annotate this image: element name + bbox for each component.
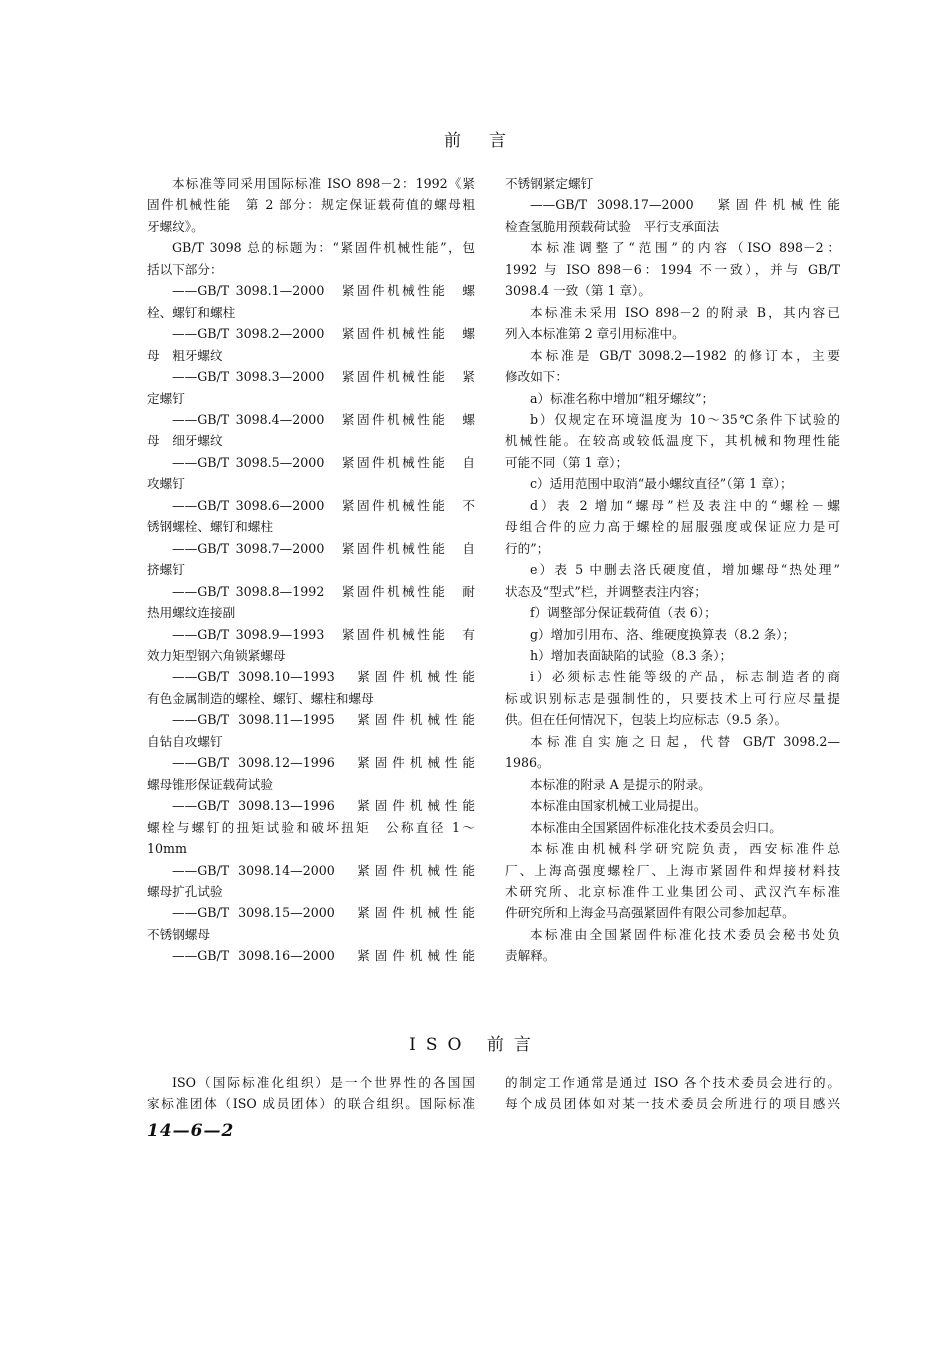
paragraph <box>505 194 840 237</box>
text-line: 母 粗牙螺纹 <box>147 347 223 363</box>
text-line: ——GB/T 3098.17—2000 紧固件机械性能 <box>530 197 840 213</box>
text-line: ——GB/T 3098.9—1993 紧固件机械性能 有 <box>172 626 475 642</box>
paragraph <box>505 838 840 924</box>
text-line: ——GB/T 3098.14—2000 紧固件机械性能 <box>172 862 475 878</box>
paragraph <box>147 860 475 903</box>
text-line: b）仅规定在环境温度为 10～35℃条件下试验的 <box>530 411 840 427</box>
paragraph <box>147 709 475 752</box>
text-line: 栓、螺钉和螺柱 <box>147 304 236 320</box>
text-line: 本标准自实施之日起，代替 GB/T 3098.2— <box>530 733 840 749</box>
text-line: 螺母锥形保证载荷试验 <box>147 776 273 792</box>
continued-line <box>505 173 840 194</box>
paragraph <box>505 495 840 559</box>
text-line: 热用螺纹连接副 <box>147 605 236 621</box>
paragraph <box>505 645 840 666</box>
iso-preface-left <box>147 1072 475 1115</box>
paragraph <box>505 409 840 473</box>
text-line: 3098.4 一致（第 1 章）。 <box>505 283 651 299</box>
paragraph <box>147 173 475 237</box>
paragraph <box>505 237 840 301</box>
text-line: 本标准由全国紧固件标准化技术委员会秘书处负 <box>530 926 840 942</box>
text-line: ——GB/T 3098.1—2000 紧固件机械性能 螺 <box>172 283 475 299</box>
text-line: g）增加引用布、洛、维硬度换算表（8.2 条）； <box>530 626 796 642</box>
paragraph <box>147 752 475 795</box>
text-line: 本标准由机械科学研究院负责，西安标准件总 <box>530 841 840 857</box>
text-line: ——GB/T 3098.4—2000 紧固件机械性能 螺 <box>172 411 475 427</box>
paragraph <box>147 409 475 452</box>
text-line: ——GB/T 3098.11—1995 紧固件机械性能 <box>172 712 475 728</box>
paragraph <box>505 924 840 967</box>
text-line: 效力矩型钢六角锁紧螺母 <box>147 647 286 663</box>
text-line: 固件机械性能 第 2 部分：规定保证载荷值的螺母粗 <box>147 197 475 213</box>
paragraph <box>147 237 475 280</box>
text-line: 可能不同（第 1 章）； <box>505 454 629 470</box>
text-line: a）标准名称中增加“粗牙螺纹”； <box>530 390 715 406</box>
preface-title: 前言 <box>444 131 534 151</box>
text-line: 列入本标准第 2 章引用标准中。 <box>505 326 685 342</box>
text-line: 括以下部分： <box>147 261 223 277</box>
text-line: ISO（国际标准化组织）是一个世界性的各国国 <box>172 1075 475 1090</box>
text-line: 攻螺钉 <box>147 476 185 492</box>
text-line: 自钻自攻螺钉 <box>147 733 223 749</box>
paragraph <box>147 538 475 581</box>
preface-left-column <box>147 173 475 967</box>
paragraph <box>505 624 840 645</box>
page-number: 14—6—2 <box>147 1121 235 1141</box>
text-line: 本标准等同采用国际标准 ISO 898－2：1992《紧 <box>172 176 475 191</box>
text-line: 检查氢脆用预载荷试验 平行支承面法 <box>505 218 720 234</box>
text-line: 家标准团体（ISO 成员团体）的联合组织。国际标准 <box>147 1096 475 1112</box>
paragraph <box>505 817 840 838</box>
text-line: 本标准由全国紧固件标准化技术委员会归口。 <box>530 819 782 835</box>
text-line: 牙螺纹》。 <box>147 218 204 234</box>
text-line: d）表 2 增加“螺母”栏及表注中的“螺栓－螺 <box>530 497 840 513</box>
preface-right-column <box>505 173 840 967</box>
text-line: ——GB/T 3098.8—1992 紧固件机械性能 耐 <box>172 583 475 599</box>
text-line: GB/T 3098 总的标题为：“紧固件机械性能”，包 <box>172 240 475 256</box>
text-line: 机械性能。在较高或较低温度下，其机械和物理性能 <box>505 433 840 449</box>
text-line: 本标准调整了“范围”的内容（ISO 898－2： <box>530 240 840 256</box>
text-line: 螺母扩孔试验 <box>147 883 223 899</box>
text-line: ——GB/T 3098.16—2000 紧固件机械性能 <box>172 948 475 964</box>
text-line: 标或识别标志是强制性的，只要技术上可行应尽量提 <box>505 690 840 706</box>
text-line: e）表 5 中删去洛氏硬度值，增加螺母“热处理” <box>530 562 840 578</box>
paragraph <box>505 302 840 345</box>
paragraph <box>147 452 475 495</box>
paragraph <box>147 795 475 859</box>
text-line: ——GB/T 3098.5—2000 紧固件机械性能 自 <box>172 454 475 470</box>
text-line: 行的”； <box>505 540 550 556</box>
paragraph <box>147 902 475 945</box>
text-line: 定螺钉 <box>147 390 185 406</box>
text-line: h）增加表面缺陷的试验（8.3 条）； <box>530 647 733 663</box>
text-line: ——GB/T 3098.2—2000 紧固件机械性能 螺 <box>172 326 475 342</box>
text-line: f）调整部分保证载荷值（表 6）； <box>530 605 717 621</box>
text-line: 件研究所和上海金马高强紧固件有限公司参加起草。 <box>505 905 795 921</box>
paragraph <box>147 366 475 409</box>
text-line: i）必须标志性能等级的产品，标志制造者的商 <box>530 669 840 685</box>
text-line: 本标准是 GB/T 3098.2—1982 的修订本，主要 <box>530 347 840 363</box>
paragraph <box>505 666 840 730</box>
text-line: 状态及“型式”栏，并调整表注内容； <box>505 583 707 599</box>
text-line: 不锈钢螺母 <box>147 926 210 942</box>
text-line: 本标准由国家机械工业局提出。 <box>530 798 707 814</box>
text-line: 母组合件的应力高于螺栓的屈服强度或保证应力是可 <box>505 519 840 535</box>
text-line: 1992 与 ISO 898－6：1994 不一致），并与 GB/T <box>505 261 840 277</box>
text-line: ——GB/T 3098.15—2000 紧固件机械性能 <box>172 905 475 921</box>
text-line: 供。但在任何情况下，包装上均应标志（9.5 条）。 <box>505 712 788 728</box>
text-line: ——GB/T 3098.6—2000 紧固件机械性能 不 <box>172 497 475 513</box>
text-line: 本标准未采用 ISO 898－2 的附录 B，其内容已 <box>530 304 840 320</box>
paragraph <box>147 280 475 323</box>
paragraph <box>505 345 840 388</box>
text-line: 修改如下： <box>505 369 568 385</box>
text-line: ——GB/T 3098.12—1996 紧固件机械性能 <box>172 755 475 771</box>
paragraph <box>147 581 475 624</box>
paragraph <box>505 602 840 623</box>
text-line: 1986。 <box>505 755 550 771</box>
paragraph <box>505 559 840 602</box>
iso-preface-title: ISO 前言 <box>409 1035 541 1055</box>
text-line: 锈钢螺栓、螺钉和螺柱 <box>147 519 273 535</box>
text-line: c）适用范围中取消“最小螺纹直径”（第 1 章）； <box>530 476 793 492</box>
paragraph <box>505 774 840 795</box>
text-line: ——GB/T 3098.7—2000 紧固件机械性能 自 <box>172 540 475 556</box>
text-line: 有色金属制造的螺栓、螺钉、螺柱和螺母 <box>147 690 374 706</box>
text-line: 厂、上海高强度螺栓厂、上海市紧固件和焊接材料技 <box>505 862 840 878</box>
text-line: 螺栓与螺钉的扭矩试验和破坏扭矩 公称直径 1～ <box>147 819 475 835</box>
paragraph <box>147 495 475 538</box>
text-line: 不锈钢紧定螺钉 <box>505 176 594 191</box>
text-line: 母 细牙螺纹 <box>147 433 223 449</box>
text-line: 本标准的附录 A 是提示的附录。 <box>530 776 711 792</box>
paragraph <box>147 945 475 966</box>
paragraph <box>505 795 840 816</box>
paragraph <box>505 388 840 409</box>
iso-preface-right <box>505 1072 840 1115</box>
text-line: 每个成员团体如对某一技术委员会所进行的项目感兴 <box>505 1096 840 1112</box>
paragraph <box>505 731 840 774</box>
text-line: 术研究所、北京标准件工业集团公司、武汉汽车标准 <box>505 883 840 899</box>
paragraph <box>147 666 475 709</box>
paragraph <box>147 323 475 366</box>
paragraph <box>505 473 840 494</box>
text-line: ——GB/T 3098.13—1996 紧固件机械性能 <box>172 798 475 814</box>
text-line: 责解释。 <box>505 948 556 964</box>
text-line: 的制定工作通常是通过 ISO 各个技术委员会进行的。 <box>505 1075 840 1090</box>
text-line: 10mm <box>147 841 187 857</box>
text-line: 挤螺钉 <box>147 562 185 578</box>
preface-right-paragraphs <box>505 194 840 966</box>
paragraph <box>147 624 475 667</box>
text-line: ——GB/T 3098.10—1993 紧固件机械性能 <box>172 669 475 685</box>
text-line: ——GB/T 3098.3—2000 紧固件机械性能 紧 <box>172 369 475 385</box>
